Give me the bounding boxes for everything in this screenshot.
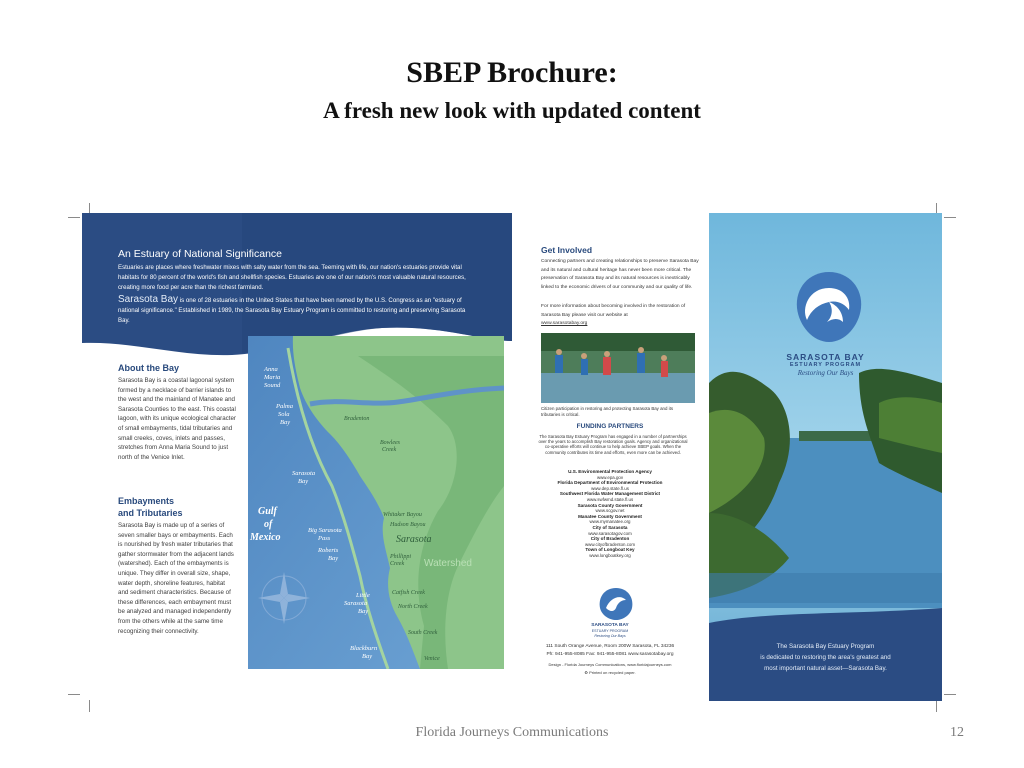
- get-involved-p2: For more information about becoming involved in the restoration of Sarasota Bay please visit our website at: [541, 304, 686, 318]
- embayments-body: Sarasota Bay is made up of a series of seven smaller bays or embayments. Each is nourished by fresh water tributaries that gather stormwater from the adjacent lands (watershed). Each of the embayments is unique. They differ in overall size, shape, water depth, shoreline features, habitat and sediment characteristics. Because of these differences, each embayment must be analyzed and managed independently from the others while at the same time recognizing their connectivity.: [118, 522, 234, 635]
- partner-item: Southwest Florida Water Management District www.swfwmd.state.fl.us: [559, 491, 661, 502]
- cover-logo-name: SARASOTA BAY: [786, 352, 865, 362]
- partner-item: Town of Longboat Key www.longboatkey.org: [585, 547, 635, 558]
- embayments-heading-1: Embayments: [118, 496, 175, 506]
- map-label-little-sarasota-1: Little: [356, 592, 370, 599]
- map-label-gulf-2: of: [264, 519, 273, 530]
- map-label-south-creek: South Creek: [408, 630, 438, 636]
- map-label-sarasota-bay-1: Sarasota: [292, 470, 316, 477]
- header-paragraph-2-text: is one of 28 estuaries in the United States that have been named by the U.S. Congress as an "estuary of national significance." Established in 1989, the Sarasota Bay Estuary Program is committed to restoring and preserving Sarasota Bay.: [118, 297, 466, 325]
- map-label-sarasota-bay-2: Bay: [298, 478, 309, 485]
- partner-list: [512, 469, 708, 559]
- cover-tagline-line-3: most important natural asset—Sarasota Bay.: [764, 665, 887, 672]
- partner-item: U.S. Environmental Protection Agency www.epa.gov: [568, 469, 652, 480]
- map-label-gulf-1: Gulf: [258, 506, 277, 517]
- partner-item: Sarasota County Government www.scgov.net: [577, 502, 643, 514]
- cover-tagline-line-2: is dedicated to restoring the area's greatest and: [760, 654, 891, 661]
- brochure-cover: [709, 213, 942, 701]
- small-logo-tag: Restoring Our Bays: [594, 634, 626, 638]
- about-heading: About the Bay: [118, 363, 180, 373]
- recycled-note: ♻ Printed on recycled paper.: [584, 670, 636, 675]
- cover-tagline: [709, 641, 942, 674]
- small-logo-sub: ESTUARY PROGRAM: [591, 629, 629, 633]
- map-label-palma-sola-3: Bay: [280, 419, 291, 426]
- map-label-watershed: Watershed: [424, 558, 472, 569]
- map-label-palma-sola-1: Palma: [276, 403, 293, 410]
- cover-tagline-line-1: The Sarasota Bay Estuary Program: [776, 643, 875, 650]
- address: 111 South Orange Avenue, Room 200W Sarasota, FL 34236: [545, 644, 675, 649]
- funding-heading: FUNDING PARTNERS: [576, 423, 644, 430]
- map-label-anna-maria-3: Sound: [264, 382, 281, 389]
- embayments-heading-2: and Tributaries: [118, 508, 183, 518]
- partner-item: City of Sarasota www.sarasotagov.com: [588, 524, 632, 536]
- brochure-inside-page: [82, 213, 512, 700]
- brochure-back-panel: [512, 213, 708, 700]
- cover-logo-tag: Restoring Our Bays: [797, 369, 854, 377]
- map-label-phillippi-2: Creek: [390, 561, 405, 567]
- header-paragraph-2: [118, 295, 478, 327]
- map-label-blackburn-1: Blackburn: [350, 645, 378, 652]
- map-label-phillippi-1: Phillippi: [390, 554, 411, 560]
- map-label-whitaker: Whitaker Bayou: [383, 512, 422, 518]
- volunteers-photo: [541, 333, 695, 403]
- cover-dolphin-logo-icon: [789, 268, 869, 348]
- map-label-sarasota-city: Sarasota: [396, 534, 432, 545]
- map-label-hudson: Hudson Bayou: [390, 522, 426, 528]
- slide-subtitle: A fresh new look with updated content: [323, 98, 701, 123]
- map-label-little-sarasota-2: Sarasota: [344, 600, 368, 607]
- recycle-icon: ♻: [584, 670, 588, 675]
- map-label-big-pass-2: Pass: [318, 535, 331, 542]
- map-label-blackburn-2: Bay: [362, 653, 373, 660]
- map-label-catfish: Catfish Creek: [392, 590, 425, 596]
- slide-title: SBEP Brochure:: [406, 56, 618, 89]
- partner-item: City of Bradenton www.cityofbradenton.com: [584, 536, 636, 547]
- get-involved-p1: Connecting partners and creating relationships to preserve Sarasota Bay and its natural and cultural heritage has never been more critical. The preservation of Sarasota Bay and its natural resources is inextricably linked to the economic drivers of our community and our quality of life.: [541, 259, 699, 290]
- map-label-palma-sola-2: Sola: [278, 411, 290, 418]
- phone-fax: Ph: 941-955-8085 Fax: 941-955-8081 www.sarasotabay.org: [546, 652, 674, 657]
- map-label-bowlees-2: Creek: [382, 447, 397, 453]
- map-label-roberts-1: Roberts: [318, 547, 339, 554]
- photo-caption: Citizen participation in restoring and protecting Sarasota Bay and its tributaries is critical.: [541, 406, 674, 417]
- map-label-bradenton: Bradenton: [344, 416, 370, 422]
- page-number: 12: [950, 725, 964, 740]
- map-label-anna-maria-1: Anna: [264, 366, 278, 373]
- map-label-venice: Venice: [424, 656, 440, 662]
- get-involved-heading: Get Involved: [541, 245, 593, 255]
- small-logo-name: SARASOTA BAY: [591, 623, 629, 628]
- small-dolphin-logo-icon: [596, 586, 636, 622]
- footer-credit: Florida Journeys Communications: [415, 725, 609, 740]
- header-paragraph-1: Estuaries are places where freshwater mixes with salty water from the sea. Teeming with life, our nation's estuaries provide vital habitats for 80 percent of the world's fish and shellfish species. Estuaries are one of our nation's most valuable natural resources, creating more food per acre than the richest farmland.: [118, 264, 466, 292]
- map-label-north-creek: North Creek: [398, 604, 428, 610]
- design-credit: Design - Florida Journeys Communications, www.floridajourneys.com: [548, 662, 672, 667]
- website-link[interactable]: www.sarasotabay.org: [541, 321, 588, 326]
- header-title: An Estuary of National Significance: [118, 248, 283, 260]
- partner-item: Manatee County Government www.mymanatee.org: [578, 513, 642, 525]
- funding-intro: The Sarasota Bay Estuary Program has engaged in a number of partnerships over the years to accomplish Bay restoration goals. Agency and organizational co-operative efforts will continue to help achieve SBEP goals. When the community contributes its time and efforts, even more can be achieved.: [538, 434, 688, 455]
- cover-logo-sub: ESTUARY PROGRAM: [789, 362, 862, 368]
- map-label-bowlees-1: Bowlees: [380, 440, 400, 446]
- sarasota-bay-map: [248, 336, 504, 669]
- map-label-roberts-2: Bay: [328, 555, 339, 562]
- map-label-gulf-3: Mexico: [250, 532, 281, 543]
- map-label-anna-maria-2: Maria: [264, 374, 281, 381]
- map-label-little-sarasota-3: Bay: [358, 608, 369, 615]
- map-label-big-pass-1: Big Sarasota: [308, 527, 342, 534]
- header-sarasota-bay-lead: Sarasota Bay: [118, 294, 179, 305]
- partner-item: Florida Department of Environmental Protection www.dep.state.fl.us: [557, 480, 663, 491]
- about-body: Sarasota Bay is a coastal lagoonal system formed by a necklace of barrier islands to the west and the mainland of Manatee and Sarasota Counties to the east. This coastal lagoon, with its unique ecological character of small embayments, tidal tributaries and small creeks, coves, inlets and passes, stretches from Anna Maria Sound to just north of the Venice Inlet.: [118, 377, 236, 461]
